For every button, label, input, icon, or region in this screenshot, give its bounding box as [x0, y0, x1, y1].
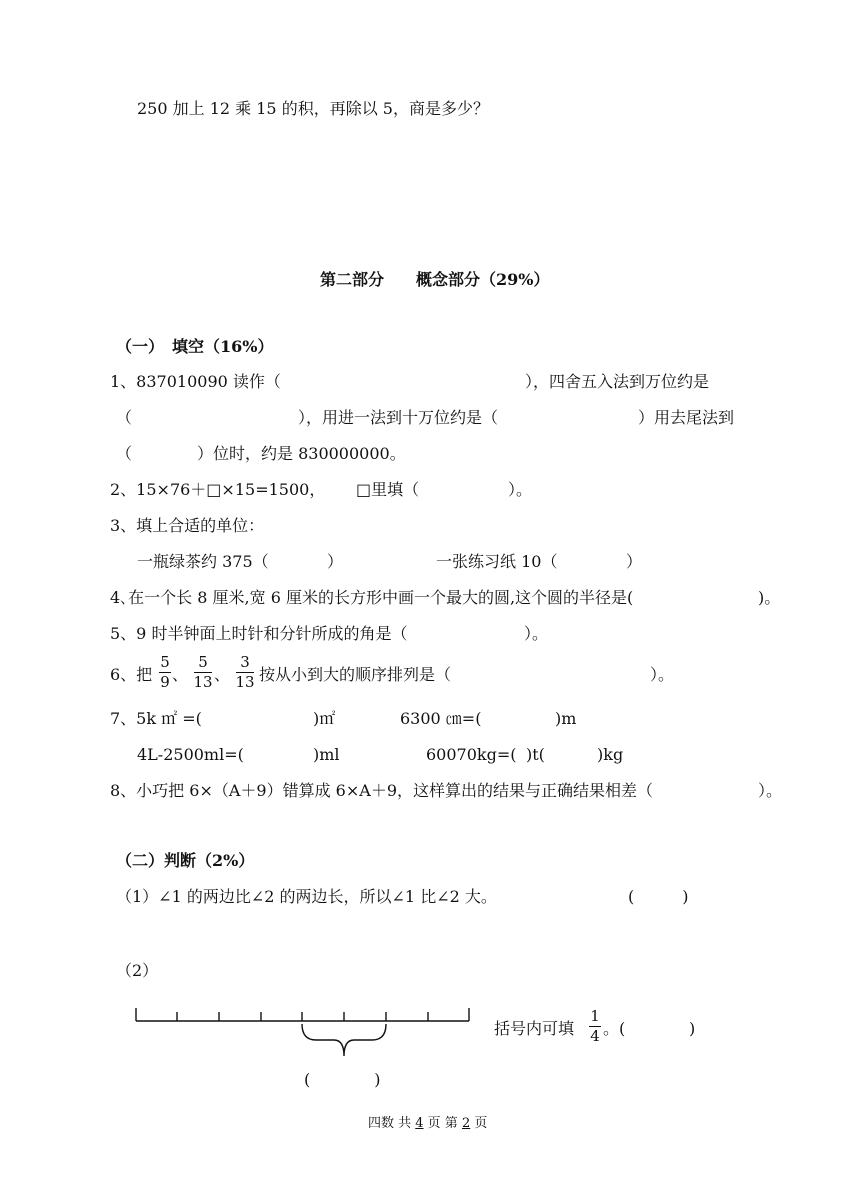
judgement-1: （1）∠1 的两边比∠2 的两边长，所以∠1 比∠2 大。	[116, 887, 497, 906]
q1-line2-part-b: ），用进一法到十万位约是（	[298, 408, 499, 427]
footer-suffix: 页	[470, 1116, 488, 1131]
q7-item-d: 60070kg=(	[426, 745, 517, 764]
q6-fraction-3-numerator: 3	[240, 653, 250, 671]
q6-separator-1: 、	[172, 665, 189, 684]
q6-question: 按从小到大的顺序排列是（	[259, 665, 452, 684]
q6-fraction-2-denominator: 13	[193, 673, 213, 691]
q5-question: 5、9 时半钟面上时针和分针所成的角是（	[110, 624, 408, 643]
footer-total-pages: 4	[415, 1116, 424, 1131]
number-line-ticks	[136, 1008, 469, 1021]
q7-item-b-unit: )m	[555, 709, 577, 728]
q1-line3-part-a: （	[116, 444, 133, 463]
page-footer	[368, 1117, 487, 1130]
q1-line1-part-b: ），四舍五入法到万位约是	[525, 372, 710, 391]
q7-item-a: 7、5k ㎡ =(	[110, 709, 202, 728]
judgement-2-text: 括号内可填	[494, 1019, 575, 1038]
section-fill-blank-heading: （一） 填空（16%）	[116, 337, 274, 356]
q7-item-b: 6300 ㎝=(	[400, 709, 482, 728]
q7-item-d-unit-t: )t(	[526, 745, 545, 764]
q6-fraction-1-denominator: 9	[160, 673, 170, 691]
q3-prompt: 3、填上合适的单位：	[110, 516, 265, 535]
q7-item-c: 4L-2500ml=(	[137, 745, 244, 764]
judgement-2-answer-open: 。(	[603, 1019, 626, 1038]
footer-middle: 页 第	[423, 1116, 462, 1131]
judgement-2-label: （2）	[116, 961, 159, 980]
q6-fraction-1-numerator: 5	[160, 653, 170, 671]
q4-close: )。	[758, 588, 781, 607]
curly-brace	[302, 1024, 386, 1056]
judgement-1-answer-paren: ( )	[628, 887, 689, 906]
q7-item-c-unit: )ml	[313, 745, 340, 764]
q7-item-d-unit-kg: )kg	[597, 745, 624, 764]
q8-question: 8、小巧把 6×（A＋9）错算成 6×A＋9，这样算出的结果与正确结果相差（	[110, 781, 653, 800]
q6-fraction-2-numerator: 5	[198, 653, 208, 671]
q4-question: 4､在一个长 8 厘米,宽 6 厘米的长方形中画一个最大的圆,这个圆的半径是(	[110, 588, 634, 607]
brace-answer-paren: ( )	[304, 1070, 381, 1089]
q3-item-a: 一瓶绿茶约 375（	[137, 552, 269, 571]
q1-line3-part-b: ）位时，约是 830000000。	[197, 444, 406, 463]
part-title: 第二部分 概念部分（29%）	[320, 270, 550, 289]
q1-line2-part-a: （	[116, 408, 133, 427]
top-question: 250 加上 12 乘 15 的积，再除以 5，商是多少？	[137, 99, 489, 118]
section-judgement-heading: （二）判断（2%）	[116, 851, 255, 870]
q7-item-a-unit: )㎡	[313, 709, 336, 728]
q6-separator-2: 、	[214, 665, 231, 684]
q3-item-b-close: ）	[626, 552, 643, 571]
q2-close: ）。	[508, 480, 533, 499]
judgement-2-fraction-numerator: 1	[590, 1007, 600, 1025]
q3-item-b: 一张练习纸 10（	[436, 552, 558, 571]
judgement-2-fraction-denominator: 4	[590, 1027, 600, 1045]
q8-close: ）。	[758, 781, 783, 800]
q3-item-a-close: ）	[327, 552, 344, 571]
q2-equation: 2、15×76＋□×15=1500，	[110, 480, 326, 499]
q6-fraction-3-denominator: 13	[235, 673, 255, 691]
q1-line1-part-a: 1、837010090 读作（	[110, 372, 281, 391]
footer-current-page: 2	[461, 1116, 471, 1131]
judgement-2-answer-close: )	[689, 1019, 696, 1038]
q6-close: ）。	[650, 665, 675, 684]
q2-prompt: □里填（	[356, 480, 420, 499]
q1-line2-part-c: ）用去尾法到	[638, 408, 735, 427]
q6-lead: 6、把	[110, 665, 153, 684]
q5-close: ）。	[524, 624, 549, 643]
footer-prefix: 四数 共	[368, 1116, 416, 1131]
judgement-2-fraction	[588, 1009, 602, 1044]
